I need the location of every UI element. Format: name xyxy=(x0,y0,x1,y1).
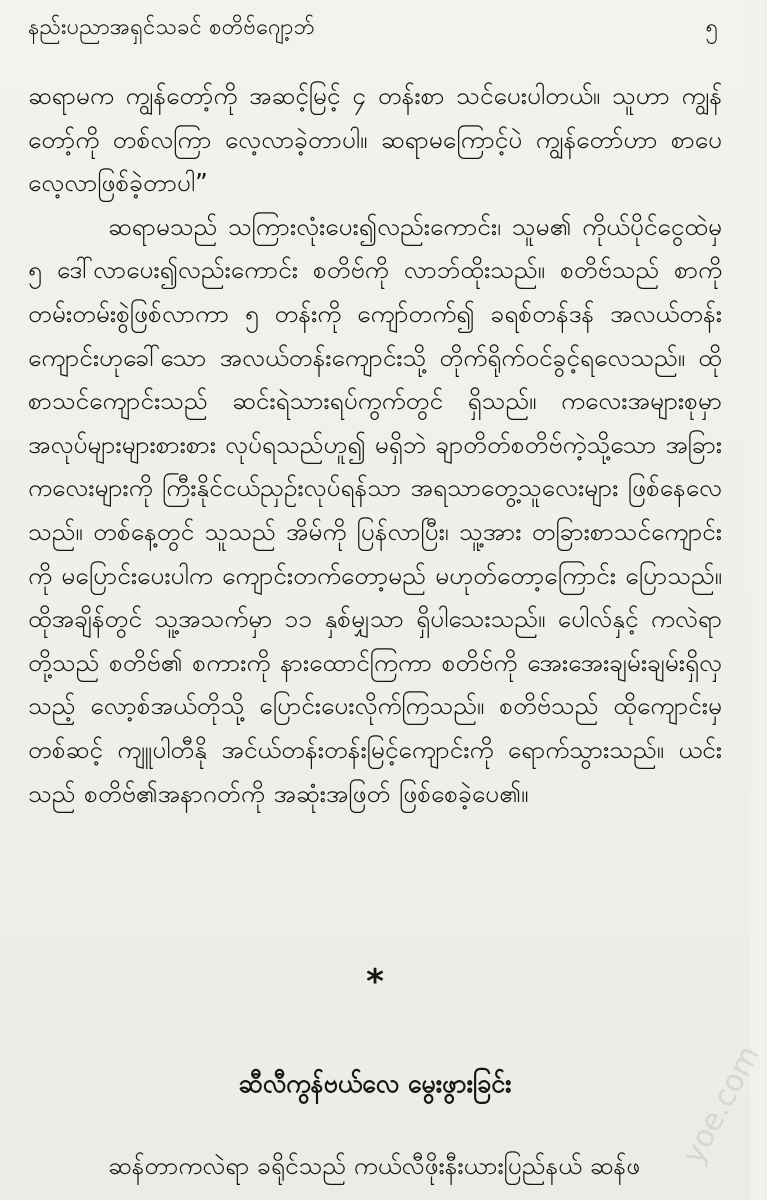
paragraph-main: ဆရာမသည် သကြားလုံးပေး၍လည်းကောင်း၊ သူမ၏ ကိုယ်ပိုင်ငွေထဲမှ ၅ ဒေါ်လာပေး၍လည်းကောင်း စတိဗ်ကို လာဘ်ထိုးသည်။ စတိဗ်သည် စာကို တမ်းတမ်းစွဲဖြစ်လာကာ ၅ တန်းကို ကျော်တက်၍ ခရစ်တန်ဒန် အလယ်တန်းကျောင်းဟုခေါ်သော အလယ်တန်းကျောင်းသို့ တိုက်ရိုက်ဝင်ခွင့်ရလေသည်။ ထိုစာသင်ကျောင်းသည် ဆင်းရဲသားရပ်ကွက်တွင် ရှိသည်။ ကလေးအများစုမှာ အလုပ်များများစားစား လုပ်ရသည်ဟူ၍ မရှိဘဲ ချာတိတ်စတိဗ်ကဲ့သို့သော အခြားကလေးများကို ကြီးနိုင်ငယ်ညှဉ်းလုပ်ရန်သာ အရသာတွေ့သူလေးများ ဖြစ်နေလေသည်။ တစ်နေ့တွင် သူသည် အိမ်ကို ပြန်လာပြီး၊ သူ့အား တခြားစာသင်ကျောင်းကို မပြောင်းပေးပါက ကျောင်းတက်တော့မည် မဟုတ်တော့ကြောင်း ပြောသည်။ ထိုအချိန်တွင် သူ့အသက်မှာ ၁၁ နှစ်မျှသာ ရှိပါသေးသည်။ ပေါလ်နှင့် ကလဲရာတို့သည် စတိဗ်၏ စကားကို နားထောင်ကြကာ စတိဗ်ကို အေးအေးချမ်းချမ်းရှိလှသည့် လော့စ်အယ်တိုသို့ ပြောင်းပေးလိုက်ကြသည်။ စတိဗ်သည် ထိုကျောင်းမှတစ်ဆင့် ကျူပါတီနို အင်ယ်တန်းတန်းမြင့်ကျောင်းကို ရောက်သွားသည်။ ယင်းသည် စတိဗ်၏အနာဂတ်ကို အဆုံးအဖြတ် ဖြစ်စေခဲ့ပေ၏။ xyxy=(28,211,722,808)
paragraph-quote: ဆရာမက ကျွန်တော့်ကို အဆင့်မြင့် ၄ တန်းစာ သင်ပေးပါတယ်။ သူဟာ ကျွန်တော့်ကို တစ်လကြာ လေ့လာခဲ့တာပါ။ ဆရာမကြောင့်ပဲ ကျွန်တော်ဟာ စာပေလေ့လာဖြစ်ခဲ့တာပါ” xyxy=(28,81,722,198)
watermark: yoe.com xyxy=(675,1040,767,1170)
section-separator: * xyxy=(366,962,384,1002)
paragraph-next-start: ဆန်တာကလဲရာ ခရိုင်သည် ကယ်လီဖိုးနီးယားပြည်နယ် ဆန်ဖ xyxy=(108,1151,641,1180)
section-heading: ဆီလီကွန်ဗယ်လေ မွေးဖွားခြင်း xyxy=(238,1069,512,1098)
page-number: ၅ xyxy=(705,15,718,40)
running-title: နည်းပညာအရှင်သခင် စတိဗ်ဂျော့ဘ် xyxy=(28,15,315,40)
page-header xyxy=(28,10,718,46)
body-text xyxy=(28,74,722,815)
